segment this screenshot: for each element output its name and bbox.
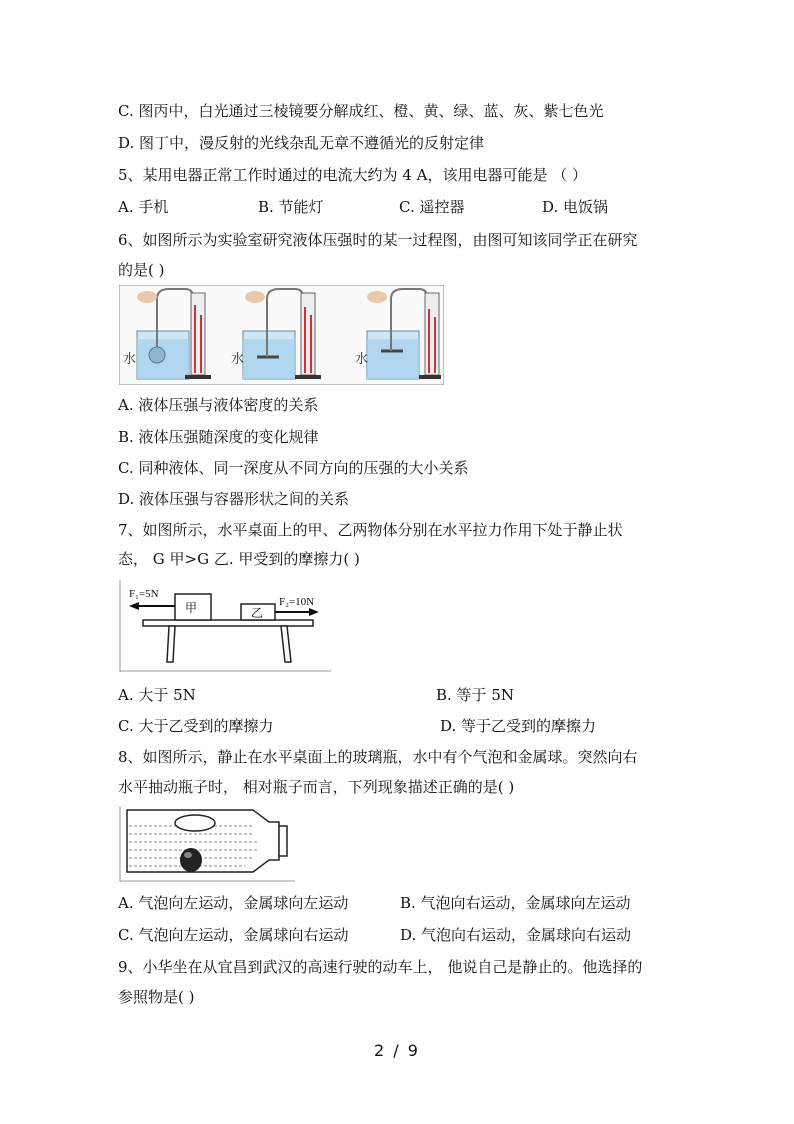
metal-ball [180, 848, 202, 872]
q5-option-b: B. 节能灯 [258, 198, 324, 216]
q8-stem-line2: 水平抽动瓶子时， 相对瓶子而言，下列现象描述正确的是( ) [118, 778, 515, 796]
q6-figure [119, 285, 444, 385]
q8-option-a: A. 气泡向左运动，金属球向左运动 [118, 894, 349, 912]
q5-option-a: A. 手机 [118, 198, 169, 216]
q8-stem-line1: 8、如图所示，静止在水平桌面上的玻璃瓶，水中有个气泡和金属球。突然向右 [118, 748, 638, 766]
q7-option-a: A. 大于 5N [118, 686, 196, 704]
q5-stem: 5、某用电器正常工作时通过的电流大约为 4 A，该用电器可能是 （ ） [118, 166, 587, 184]
block-jia-label: 甲 [185, 601, 198, 615]
q9-stem-line1: 9、小华坐在从宜昌到武汉的高速行驶的动车上， 他说自己是静止的。他选择的 [118, 958, 643, 976]
q7-option-b: B. 等于 5N [436, 686, 514, 704]
force-f1-label: F₁=5N [129, 588, 159, 600]
q8-option-d: D. 气泡向右运动，金属球向右运动 [400, 926, 632, 944]
q9-stem-line2: 参照物是( ) [118, 988, 195, 1006]
q6-option-b: B. 液体压强随深度的变化规律 [118, 428, 319, 446]
q6-option-a: A. 液体压强与液体密度的关系 [118, 396, 319, 414]
air-bubble [175, 815, 215, 831]
water-label-3: 水 [355, 352, 369, 367]
q8-figure [119, 806, 295, 882]
q8-option-c: C. 气泡向左运动，金属球向右运动 [118, 926, 349, 944]
page-number: 2 / 9 [374, 1041, 420, 1060]
block-yi-label: 乙 [251, 606, 264, 620]
water-label-2: 水 [231, 352, 245, 367]
q6-option-d: D. 液体压强与容器形状之间的关系 [118, 490, 350, 508]
q4-option-c: C. 图丙中，白光通过三棱镜要分解成红、橙、黄、绿、蓝、灰、紫七色光 [118, 102, 604, 120]
q7-stem-line2: 态， G 甲>G 乙. 甲受到的摩擦力( ) [118, 550, 360, 568]
q6-stem-line1: 6、如图所示为实验室研究液体压强时的某一过程图，由图可知该同学正在研究 [118, 231, 638, 249]
q7-stem-line1: 7、如图所示，水平桌面上的甲、乙两物体分别在水平拉力作用下处于静止状 [118, 521, 623, 539]
q5-option-d: D. 电饭锅 [542, 198, 609, 216]
water-label-1: 水 [123, 352, 137, 367]
q4-option-d: D. 图丁中，漫反射的光线杂乱无章不遵循光的反射定律 [118, 134, 485, 152]
q6-option-c: C. 同种液体、同一深度从不同方向的压强的大小关系 [118, 459, 469, 477]
q7-option-d: D. 等于乙受到的摩擦力 [440, 717, 597, 735]
q6-stem-line2: 的是( ) [118, 261, 165, 279]
force-f2-label: F₂=10N [279, 596, 315, 608]
q7-figure [119, 580, 331, 672]
q5-option-c: C. 遥控器 [399, 198, 465, 216]
q8-option-b: B. 气泡向右运动，金属球向左运动 [400, 894, 631, 912]
q7-option-c: C. 大于乙受到的摩擦力 [118, 717, 274, 735]
